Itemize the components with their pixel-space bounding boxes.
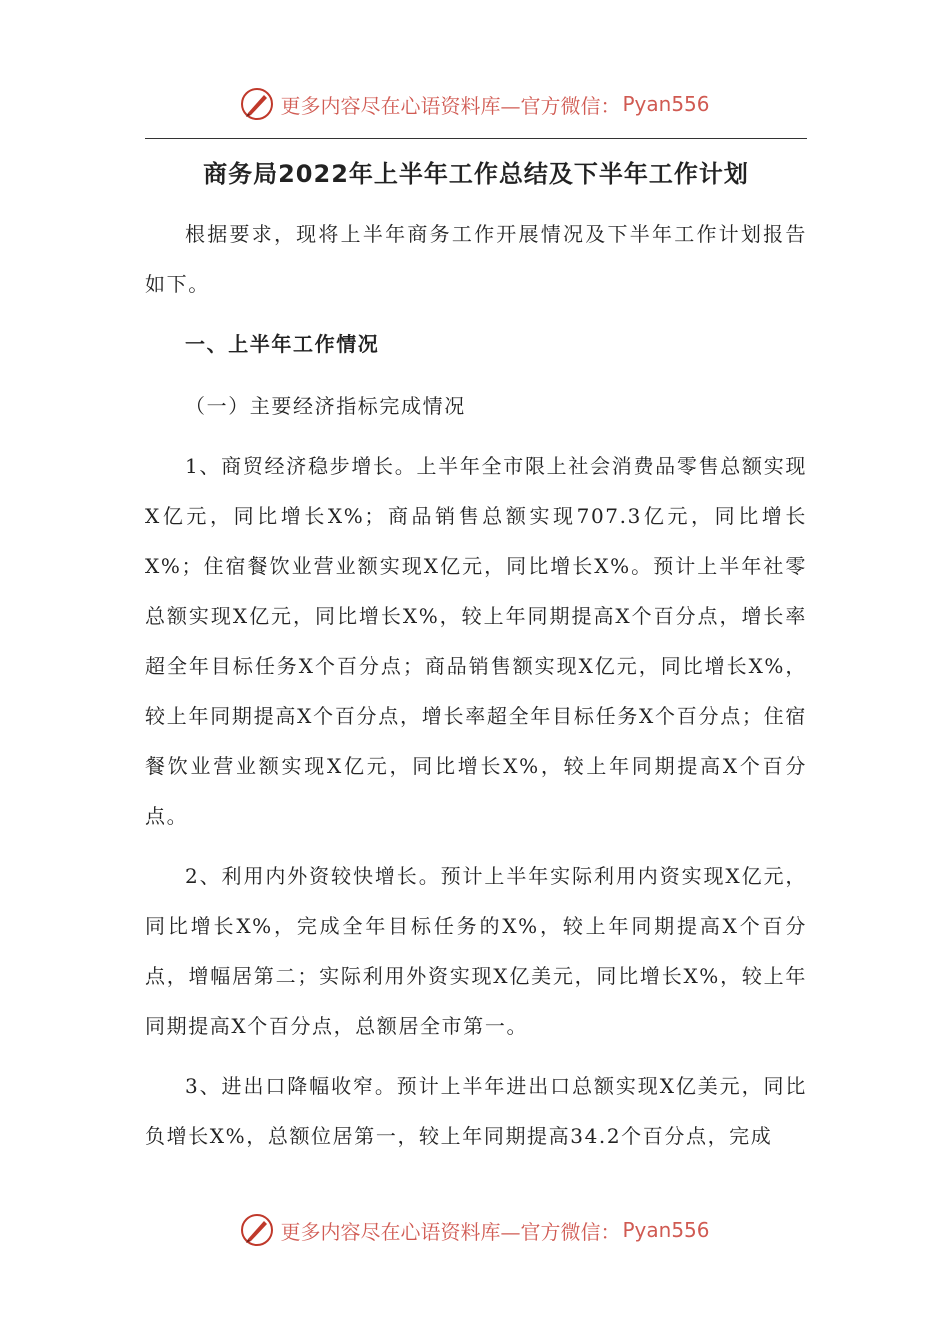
quill-pen-icon bbox=[240, 87, 274, 121]
body-paragraph: 1、商贸经济稳步增长。上半年全市限上社会消费品零售总额实现X亿元，同比增长X%；商品销售总额实现707.3亿元，同比增长X%；住宿餐饮业营业额实现X亿元，同比增长X%。预计上半年社零总额实现X亿元，同比增长X%，较上年同期提高X个百分点，增长率超全年目标任务X个百分点；商品销售额实现X亿元，同比增长X%，较上年同期提高X个百分点，增长率超全年目标任务X个百分点；住宿餐饮业营业额实现X亿元，同比增长X%，较上年同期提高X个百分点。 bbox=[145, 454, 807, 828]
subsection-heading: （一）主要经济指标完成情况 bbox=[185, 394, 466, 418]
document-title: 商务局2022年上半年工作总结及下半年工作计划 bbox=[203, 160, 749, 188]
body-paragraph: 3、进出口降幅收窄。预计上半年进出口总额实现X亿美元，同比负增长X%，总额位居第一，较上年同期提高34.2个百分点，完成 bbox=[145, 1074, 807, 1148]
document-body bbox=[145, 209, 807, 1171]
footer-wechat-id: Pyan556 bbox=[622, 1218, 710, 1242]
quill-pen-icon bbox=[240, 1213, 274, 1247]
header-banner bbox=[0, 84, 950, 124]
body-paragraph: 2、利用内外资较快增长。预计上半年实际利用内资实现X亿元，同比增长X%，完成全年目标任务的X%，较上年同期提高X个百分点，增幅居第二；实际利用外资实现X亿美元，同比增长X%，较上年同期提高X个百分点，总额居全市第一。 bbox=[145, 864, 807, 1038]
header-wechat-id: Pyan556 bbox=[622, 92, 710, 116]
section-heading: 一、上半年工作情况 bbox=[185, 332, 380, 356]
header-divider bbox=[145, 138, 807, 139]
footer-banner-text: 更多内容尽在心语资料库—官方微信： bbox=[280, 1219, 621, 1244]
footer-banner bbox=[0, 1210, 950, 1250]
header-banner-text: 更多内容尽在心语资料库—官方微信： bbox=[280, 93, 621, 118]
intro-paragraph: 根据要求，现将上半年商务工作开展情况及下半年工作计划报告如下。 bbox=[145, 222, 807, 296]
